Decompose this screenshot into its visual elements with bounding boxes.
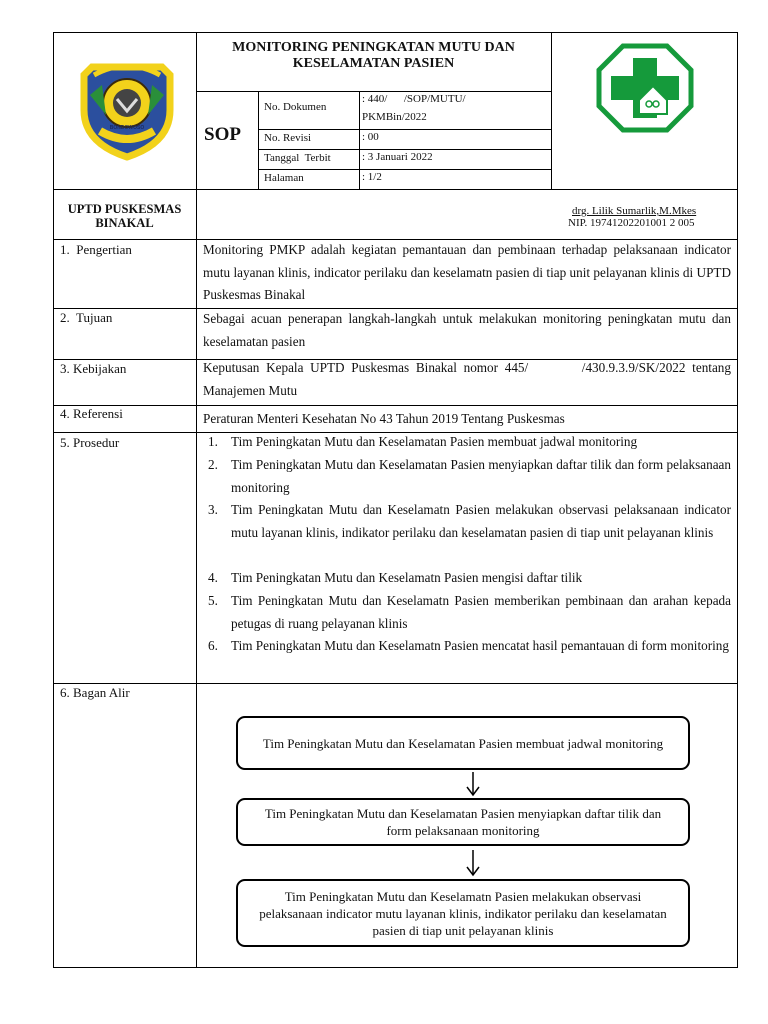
signer-nip: NIP. 19741202201001 2 005 — [568, 217, 695, 229]
title-line-1: MONITORING PENINGKATAN MUTU DAN — [232, 40, 515, 55]
section-label-tujuan: 2. Tujuan — [60, 310, 113, 325]
step-text: Tim Peningkatan Mutu dan Keselamatn Pasien mencatat hasil pemantauan di form monitoring — [231, 638, 729, 653]
kebijakan-text: Keputusan Kepala UPTD Puskesmas Binakal nomor 445/ /430.9.3.9/SK/2022 tentang Manajemen Mutu — [203, 360, 735, 398]
doc-table-divider-2 — [359, 91, 360, 189]
flowchart-box-3: Tim Peningkatan Mutu dan Keselamatn Pasien melakukan observasi pelaksanaan indicator mutu layanan klinis, indikator perilaku dan keselamatan pasien di tiap unit pelayanan klinis — [236, 879, 690, 947]
header-title-underline — [196, 91, 551, 92]
referensi-text: Peraturan Menteri Kesehatan No 43 Tahun 2019 Tentang Puskesmas — [203, 411, 565, 426]
section-label-bagan-alir: 6. Bagan Alir — [60, 685, 130, 700]
title-line-2: KESELAMATAN PASIEN — [292, 56, 455, 71]
row-line-referensi — [53, 405, 738, 406]
sop-label: SOP — [204, 124, 241, 145]
doc-field-label-tanggal: Tanggal Terbit — [264, 152, 331, 164]
prosedur-step-5 — [208, 590, 731, 635]
row-line-bagan-alir — [53, 683, 738, 684]
step-number: 4. — [208, 570, 218, 585]
emblem-ribbon-text: BONDOWOSO — [109, 125, 145, 131]
step-number: 1. — [208, 434, 218, 449]
section-label-kebijakan: 3. Kebijakan — [60, 361, 127, 376]
organization-name — [53, 202, 196, 230]
puskesmas-logo-icon — [595, 42, 695, 134]
prosedur-step-6 — [208, 635, 731, 658]
flowchart-box-2: Tim Peningkatan Mutu dan Keselamatan Pasien menyiapkan daftar tilik dan form pelaksanaan monitoring — [236, 798, 690, 846]
doc-field-value-halaman: : 1/2 — [362, 171, 382, 183]
flowchart-box-1: Tim Peningkatan Mutu dan Keselamatan Pasien membuat jadwal monitoring — [236, 716, 690, 770]
bondowoso-emblem-icon — [72, 55, 182, 165]
doc-field-value-nomor-1: : 440/ /SOP/MUTU/ — [362, 93, 466, 105]
doc-table-row-line-2 — [258, 149, 551, 150]
organization-line-2: BINAKAL — [95, 216, 154, 230]
section-label-referensi: 4. Referensi — [60, 406, 123, 421]
section-label-prosedur: 5. Prosedur — [60, 435, 120, 450]
header-divider-left — [196, 32, 197, 968]
flow-arrow-down-icon — [463, 770, 483, 798]
signer-name: drg. Lilik Sumarlik,M.Mkes — [572, 205, 697, 217]
step-number: 5. — [208, 593, 218, 608]
header-bottom-line — [53, 189, 738, 190]
prosedur-step-3 — [208, 499, 731, 544]
doc-field-value-revisi: : 00 — [362, 131, 379, 143]
doc-table-row-line-1 — [258, 129, 551, 130]
doc-field-label-nomor: No. Dokumen — [264, 101, 327, 113]
flow-arrow-down-icon — [463, 848, 483, 878]
doc-field-label-revisi: No. Revisi — [264, 132, 312, 144]
doc-table-divider-1 — [258, 91, 259, 189]
doc-field-label-halaman: Halaman — [264, 172, 304, 184]
header-divider-right — [551, 32, 552, 189]
prosedur-step-4 — [208, 567, 731, 590]
doc-field-value-tanggal: : 3 Januari 2022 — [362, 151, 433, 163]
pengertian-text: Monitoring PMKP adalah kegiatan pemantauan dan pembinaan terhadap pelaksanaan indicator mutu layanan klinis, indicator perilaku dan keselamatn pasien di tiap unit pelayanan klinis di UPTD Puskesmas Binakal — [203, 242, 731, 302]
organization-line-1: UPTD PUSKESMAS — [67, 202, 182, 216]
doc-field-value-nomor-2: PKMBin/2022 — [362, 111, 427, 123]
step-text: Tim Peningkatan Mutu dan Keselamatn Pasien memberikan pembinaan dan arahan kepada petugas di ruang pelayanan klinis — [231, 593, 731, 631]
section-label-pengertian: 1. Pengertian — [60, 242, 132, 257]
doc-table-row-line-3 — [258, 169, 551, 170]
step-text: Tim Peningkatan Mutu dan Keselamatn Pasien melakukan observasi pelaksanaan indicator mutu layanan klinis, indikator perilaku dan keselamatan pasien di tiap unit pelayanan klinis — [231, 502, 731, 540]
prosedur-step-2 — [208, 454, 731, 499]
page-title — [196, 40, 551, 72]
step-text: Tim Peningkatan Mutu dan Keselamatan Pasien menyiapkan daftar tilik dan form pelaksanaan monitoring — [231, 457, 731, 495]
prosedur-step-1 — [208, 431, 731, 454]
step-text: Tim Peningkatan Mutu dan Keselamatn Pasien mengisi daftar tilik — [231, 570, 583, 585]
step-number: 6. — [208, 638, 218, 653]
step-number: 2. — [208, 457, 218, 472]
tujuan-text: Sebagai acuan penerapan langkah-langkah untuk melakukan monitoring peningkatan mutu dan keselamatan pasien — [203, 311, 731, 349]
step-text: Tim Peningkatan Mutu dan Keselamatan Pasien membuat jadwal monitoring — [231, 434, 638, 449]
step-number: 3. — [208, 502, 218, 517]
